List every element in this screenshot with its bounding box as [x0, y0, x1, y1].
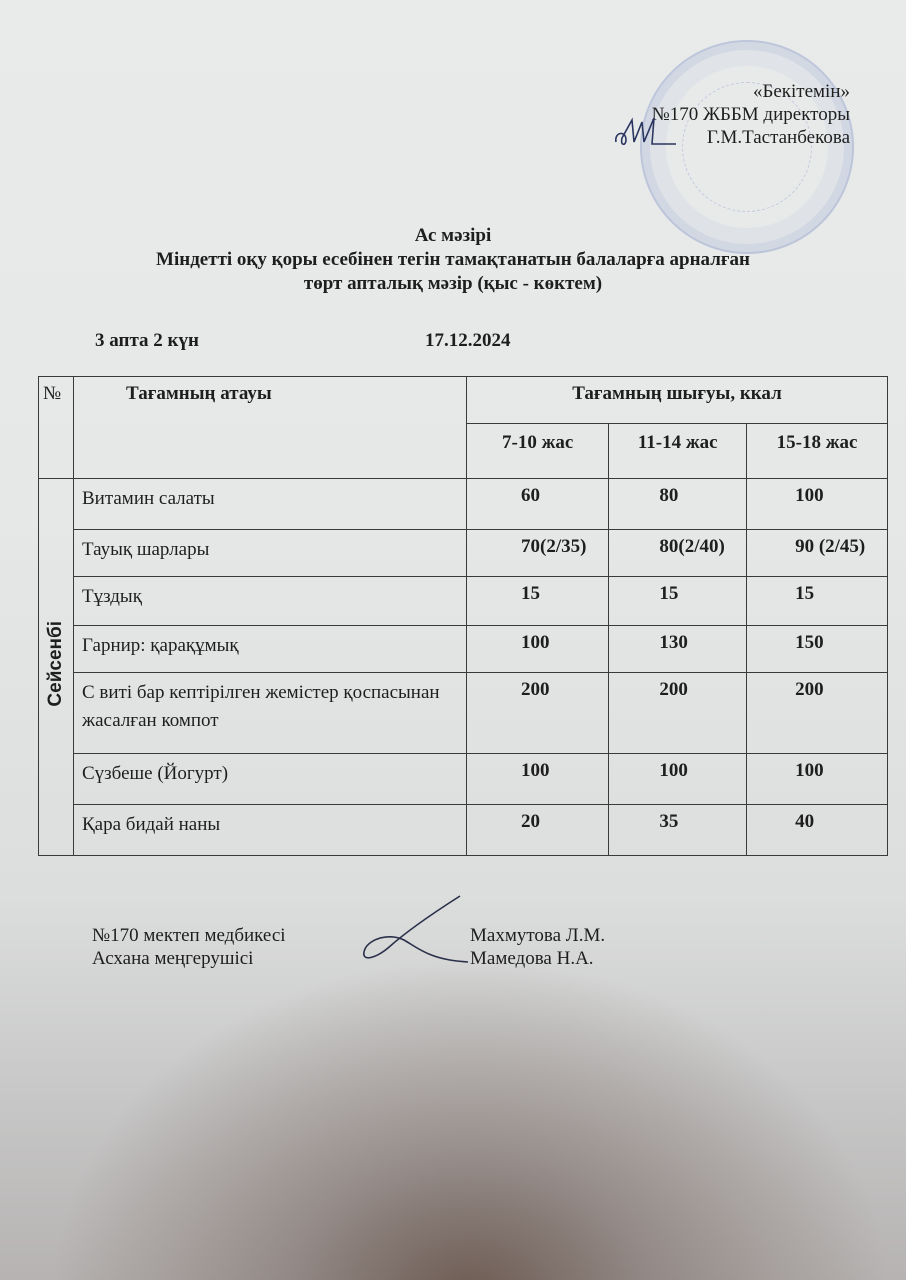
value-11-14: 200	[609, 673, 747, 754]
header-age-7-10: 7-10 жас	[467, 424, 609, 479]
header-yield: Тағамның шығуы, ккал	[467, 377, 888, 424]
title-line-1: Ас мәзірі	[414, 225, 492, 246]
value-15-18: 100	[747, 754, 888, 805]
header-age-11-14: 11-14 жас	[609, 424, 747, 479]
table-row	[39, 805, 888, 856]
value-7-10: 100	[467, 626, 609, 673]
day-label: Сейсенбі	[45, 621, 66, 707]
value-15-18: 40	[747, 805, 888, 856]
table-row	[39, 577, 888, 626]
value-15-18: 200	[747, 673, 888, 754]
approval-title: «Бекітемін»	[752, 81, 850, 102]
value-7-10: 60	[467, 479, 609, 530]
value-11-14: 130	[609, 626, 747, 673]
nurse-name: Махмутова Л.М.	[470, 925, 606, 946]
day-cell	[39, 479, 74, 856]
value-15-18: 15	[747, 577, 888, 626]
approval-block	[652, 80, 850, 149]
director-signature	[612, 112, 678, 152]
dish-name: Витамин салаты	[74, 479, 467, 530]
menu-table	[38, 376, 888, 856]
dish-name: С виті бар кептірілген жемістер қоспасынан жасалған компот	[74, 673, 467, 754]
approval-name: Г.М.Тастанбекова	[706, 127, 850, 148]
value-7-10: 20	[467, 805, 609, 856]
menu-date: 17.12.2024	[425, 330, 511, 351]
staff-signature	[358, 890, 468, 970]
header-row	[39, 377, 888, 424]
table-row	[39, 673, 888, 754]
header-number: №	[39, 377, 74, 479]
value-11-14: 100	[609, 754, 747, 805]
value-11-14: 80	[609, 479, 747, 530]
footer-names	[470, 924, 605, 970]
menu-meta	[95, 330, 511, 352]
dish-name: Сүзбеше (Йогурт)	[74, 754, 467, 805]
dish-name: Қара бидай наны	[74, 805, 467, 856]
nurse-position: №170 мектеп медбикесі	[92, 925, 286, 946]
dish-name: Тауық шарлары	[74, 530, 467, 577]
header-dish-name: Тағамның атауы	[74, 377, 467, 479]
dish-name: Гарнир: қарақұмық	[74, 626, 467, 673]
value-11-14: 15	[609, 577, 747, 626]
value-15-18: 150	[747, 626, 888, 673]
title-line-2: Міндетті оқу қоры есебінен тегін тамақтанатын балаларға арналған	[156, 249, 750, 270]
value-7-10: 100	[467, 754, 609, 805]
value-15-18: 90 (2/45)	[747, 530, 888, 577]
table-row	[39, 530, 888, 577]
table-row	[39, 754, 888, 805]
approval-position: №170 ЖББМ директоры	[651, 104, 850, 125]
value-11-14: 35	[609, 805, 747, 856]
value-7-10: 200	[467, 673, 609, 754]
table-row	[39, 626, 888, 673]
value-15-18: 100	[747, 479, 888, 530]
footer-positions	[92, 924, 286, 970]
canteen-manager-name: Мамедова Н.А.	[470, 948, 594, 969]
dish-name: Тұздық	[74, 577, 467, 626]
canteen-manager-position: Асхана меңгерушісі	[92, 948, 254, 969]
header-age-15-18: 15-18 жас	[747, 424, 888, 479]
table-row	[39, 479, 888, 530]
title-line-3: төрт апталық мәзір (қыс - көктем)	[303, 273, 603, 294]
week-day-label: 3 апта 2 күн	[95, 330, 199, 351]
value-11-14: 80(2/40)	[609, 530, 747, 577]
value-7-10: 70(2/35)	[467, 530, 609, 577]
value-7-10: 15	[467, 577, 609, 626]
